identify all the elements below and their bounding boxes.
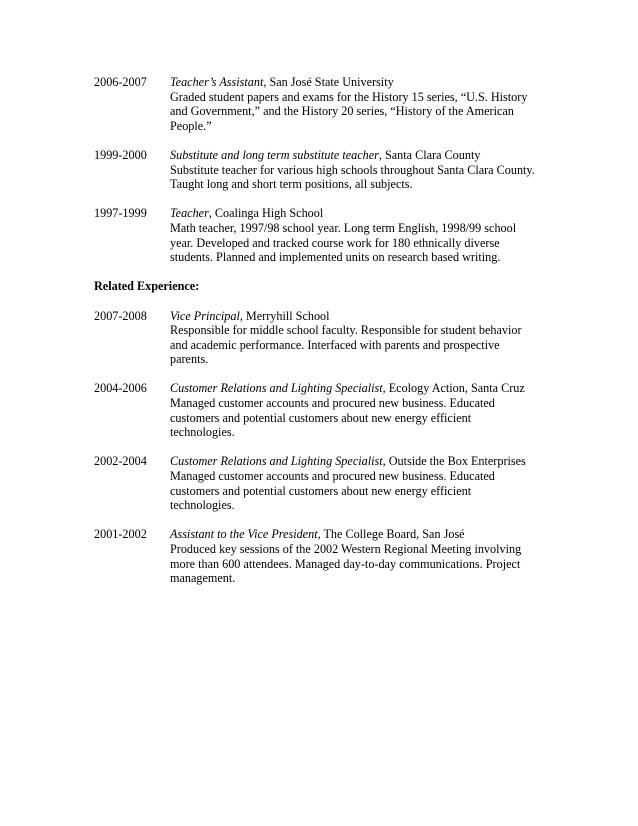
- related-entry: [94, 527, 554, 585]
- entry-description-line: Graded student papers and exams for the History 15 series, “U.S. History: [170, 89, 528, 104]
- entry-body: [170, 75, 554, 133]
- related-entry: [94, 381, 554, 439]
- entry-title-line: [170, 206, 554, 221]
- entry-dates: 2002-2004: [94, 454, 147, 469]
- entry-description-line: and academic performance. Interfaced with parents and prospective: [170, 337, 500, 352]
- entry-role: Substitute and long term substitute teacher: [170, 147, 379, 162]
- entry-role: Assistant to the Vice President: [170, 527, 318, 542]
- entry-description-line: and Government,” and the History 20 series, “History of the American: [170, 104, 514, 119]
- entry-org: , The College Board, San José: [317, 527, 465, 542]
- entry-org: , Ecology Action, Santa Cruz: [382, 381, 525, 396]
- experience-entry: [94, 206, 554, 264]
- entry-role: Vice Principal,: [170, 308, 243, 323]
- entry-title-line: [170, 527, 554, 542]
- entry-title-line: [170, 454, 554, 469]
- entry-dates: 2004-2006: [94, 381, 147, 396]
- entry-org: , Coalinga High School: [208, 206, 324, 221]
- entry-description-line: customers and potential customers about new energy efficient: [170, 410, 472, 425]
- entry-description-line: technologies.: [170, 425, 235, 440]
- entry-role: Customer Relations and Lighting Specialist: [170, 381, 383, 396]
- entry-org: , Santa Clara County: [378, 147, 481, 162]
- entry-dates: 1999-2000: [94, 147, 147, 162]
- entry-role: Teacher’s Assistant: [170, 75, 264, 89]
- entry-description-line: People.”: [170, 118, 212, 133]
- entry-description-line: parents.: [170, 352, 209, 367]
- entry-role: Teacher: [170, 206, 209, 221]
- entry-title-line: [170, 309, 554, 324]
- entry-description-line: technologies.: [170, 498, 235, 513]
- entry-body: [170, 309, 554, 367]
- entry-dates: 2007-2008: [94, 308, 147, 323]
- entry-title-line: [170, 381, 554, 396]
- related-experience-heading: Related Experience:: [94, 279, 200, 294]
- entry-body: [170, 527, 554, 585]
- entry-description-line: more than 600 attendees. Managed day-to-day communications. Project: [170, 556, 521, 571]
- experience-entry: [94, 75, 554, 133]
- entry-description-line: customers and potential customers about new energy efficient: [170, 483, 472, 498]
- entry-body: [170, 381, 554, 439]
- entry-body: [170, 148, 554, 192]
- entry-title-line: [170, 75, 554, 90]
- entry-description-line: Managed customer accounts and procured new business. Educated: [170, 396, 495, 411]
- entry-role: Customer Relations and Lighting Specialist: [170, 454, 383, 469]
- entry-description-line: Substitute teacher for various high schools throughout Santa Clara County.: [170, 162, 535, 177]
- entry-body: [170, 454, 554, 512]
- entry-title-line: [170, 148, 554, 163]
- entry-description-line: Math teacher, 1997/98 school year. Long term English, 1998/99 school: [170, 220, 517, 235]
- entry-dates: 1997-1999: [94, 206, 147, 221]
- related-entry: [94, 309, 554, 367]
- entry-description-line: Responsible for middle school faculty. Responsible for student behavior: [170, 323, 522, 338]
- entry-body: [170, 206, 554, 264]
- entry-dates: 2006-2007: [94, 75, 147, 89]
- entry-org: , Outside the Box Enterprises: [382, 454, 526, 469]
- entry-description-line: students. Planned and implemented units on research based writing.: [170, 250, 501, 265]
- entry-dates: 2001-2002: [94, 527, 147, 542]
- experience-entry: [94, 148, 554, 192]
- related-entry: [94, 454, 554, 512]
- entry-description-line: management.: [170, 571, 236, 586]
- entry-description-line: Produced key sessions of the 2002 Western Regional Meeting involving: [170, 542, 522, 556]
- entry-description-line: Managed customer accounts and procured new business. Educated: [170, 469, 495, 484]
- entry-org: Merryhill School: [242, 308, 330, 323]
- entry-description-line: Taught long and short term positions, all subjects.: [170, 177, 413, 192]
- entry-description-line: year. Developed and tracked course work for 180 ethnically diverse: [170, 235, 500, 250]
- resume-page: [94, 75, 554, 600]
- entry-org: , San José State University: [263, 75, 394, 89]
